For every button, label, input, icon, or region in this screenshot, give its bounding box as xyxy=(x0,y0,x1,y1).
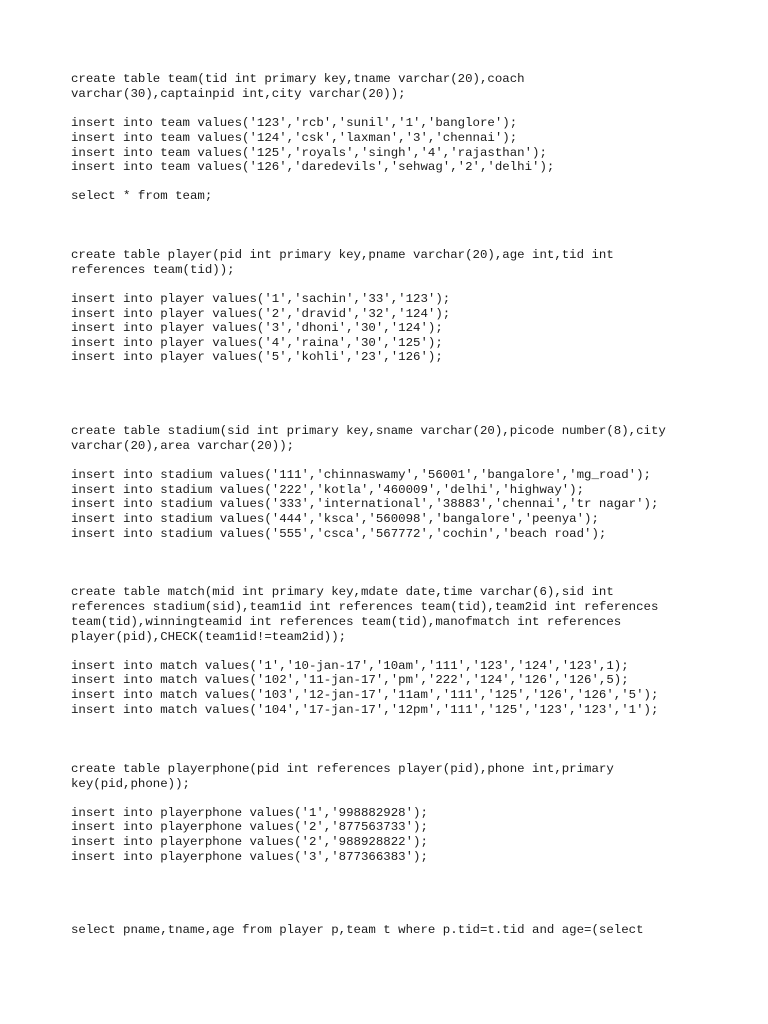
code-line: create table player(pid int primary key,pname varchar(20),age int,tid int xyxy=(71,248,614,262)
code-line: insert into stadium values('222','kotla','460009','delhi','highway'); xyxy=(71,483,585,497)
code-line: team(tid),winningteamid int references team(tid),manofmatch int references xyxy=(71,615,622,629)
code-line: create table playerphone(pid int references player(pid),phone int,primary xyxy=(71,762,614,776)
code-line: insert into player values('2','dravid','32','124'); xyxy=(71,307,451,321)
code-line: insert into playerphone values('1','998882928'); xyxy=(71,806,428,820)
code-line: insert into team values('124','csk','laxman','3','chennai'); xyxy=(71,131,518,145)
code-line: insert into player values('1','sachin','33','123'); xyxy=(71,292,451,306)
code-line: insert into team values('126','daredevils','sehwag','2','delhi'); xyxy=(71,160,555,174)
code-line: create table stadium(sid int primary key,sname varchar(20),picode number(8),city xyxy=(71,424,666,438)
code-line: create table team(tid int primary key,tname varchar(20),coach xyxy=(71,72,525,86)
code-line: insert into match values('1','10-jan-17','10am','111','123','124','123',1); xyxy=(71,659,629,673)
code-line: insert into playerphone values('3','877366383'); xyxy=(71,850,428,864)
code-line: select * from team; xyxy=(71,189,213,203)
code-line: varchar(30),captainpid int,city varchar(20)); xyxy=(71,87,406,101)
code-line: insert into playerphone values('2','988928822'); xyxy=(71,835,428,849)
code-line: select pname,tname,age from player p,team t where p.tid=t.tid and age=(select xyxy=(71,923,644,937)
code-line: insert into team values('125','royals','singh','4','rajasthan'); xyxy=(71,146,547,160)
code-line: references stadium(sid),team1id int references team(tid),team2id int references xyxy=(71,600,659,614)
code-line: insert into match values('102','11-jan-17','pm','222','124','126','126',5); xyxy=(71,673,629,687)
code-line: insert into team values('123','rcb','sunil','1','banglore'); xyxy=(71,116,518,130)
code-line: insert into stadium values('111','chinnaswamy','56001','bangalore','mg_road'); xyxy=(71,468,651,482)
code-line: insert into match values('104','17-jan-17','12pm','111','125','123','123','1'); xyxy=(71,703,659,717)
code-line: insert into match values('103','12-jan-17','11am','111','125','126','126','5'); xyxy=(71,688,659,702)
code-line: insert into player values('4','raina','30','125'); xyxy=(71,336,443,350)
code-line: insert into stadium values('555','csca','567772','cochin','beach road'); xyxy=(71,527,607,541)
code-line: references team(tid)); xyxy=(71,263,235,277)
code-line: insert into player values('3','dhoni','30','124'); xyxy=(71,321,443,335)
code-line: create table match(mid int primary key,mdate date,time varchar(6),sid int xyxy=(71,585,614,599)
code-line: player(pid),CHECK(team1id!=team2id)); xyxy=(71,630,347,644)
code-line: varchar(20),area varchar(20)); xyxy=(71,439,295,453)
code-line: insert into stadium values('333','international','38883','chennai','tr nagar'); xyxy=(71,497,659,511)
code-line: key(pid,phone)); xyxy=(71,777,190,791)
code-line: insert into playerphone values('2','877563733'); xyxy=(71,820,428,834)
code-line: insert into stadium values('444','ksca','560098','bangalore','peenya'); xyxy=(71,512,599,526)
code-line: insert into player values('5','kohli','23','126'); xyxy=(71,350,443,364)
